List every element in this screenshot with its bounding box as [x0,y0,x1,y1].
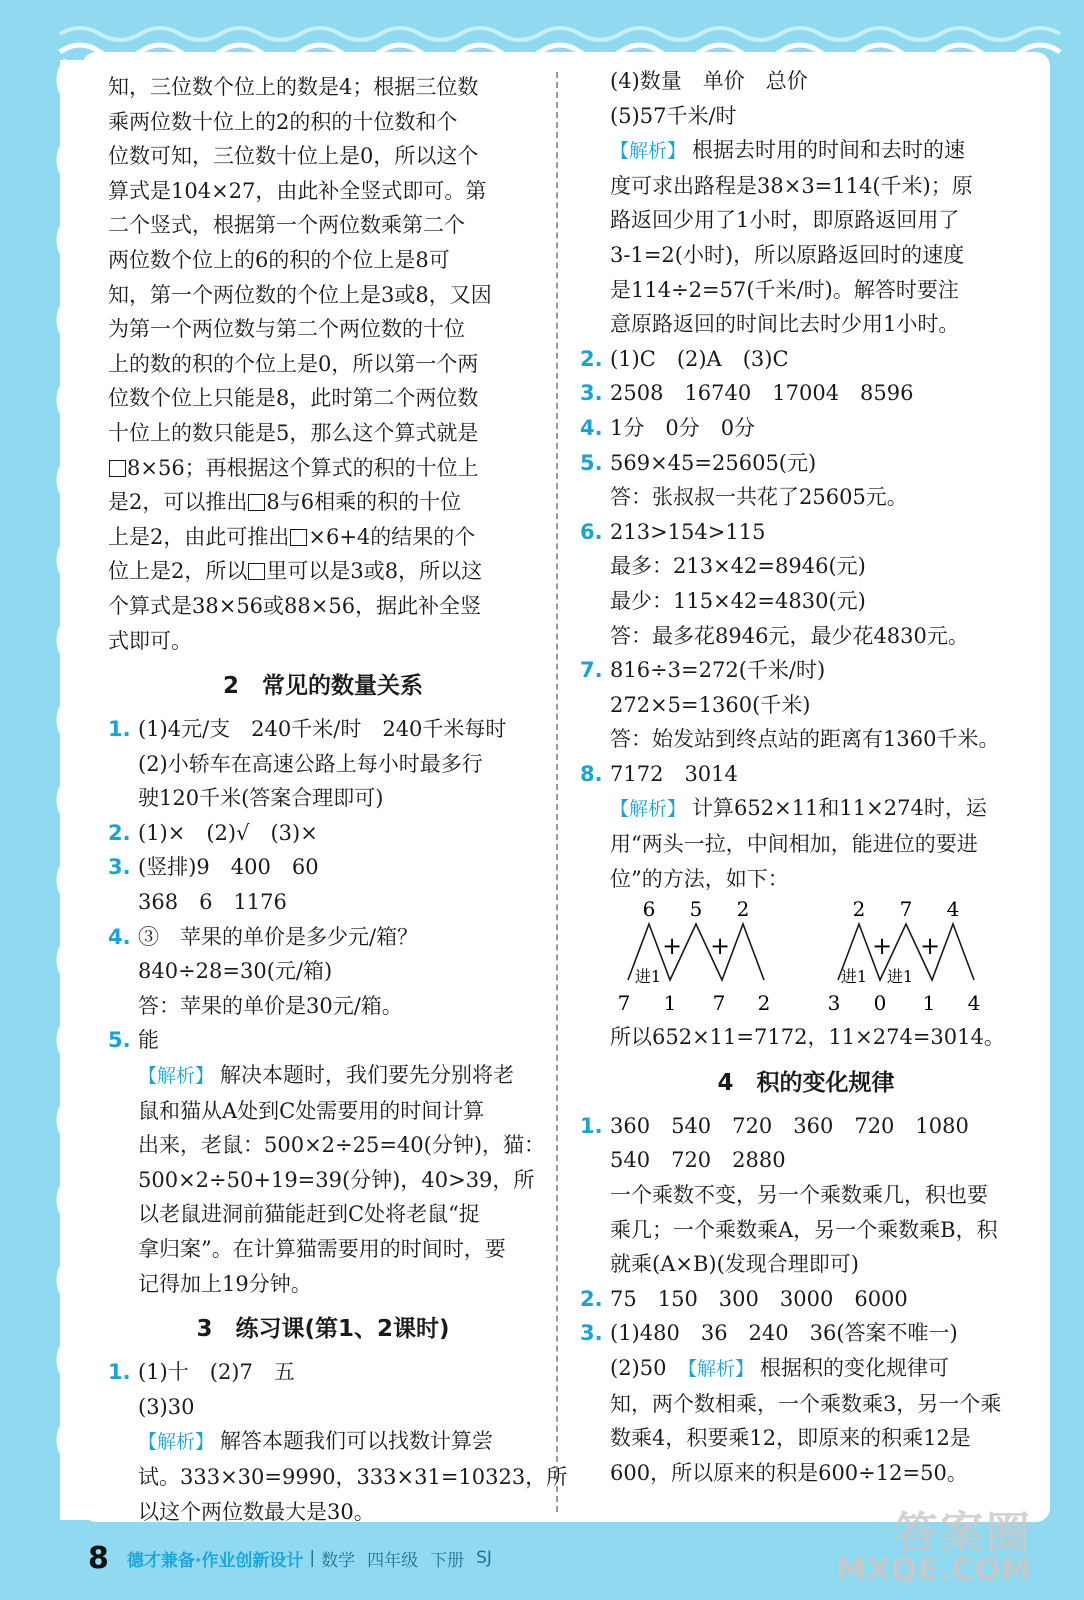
analysis-tag: 【解析】 [610,798,687,821]
watermark-url: MXQE.COM [836,1553,1032,1588]
intro-line: 8×56；再根据这个算式的积的十位上 [108,451,538,486]
analysis-line: 出来，老鼠：500×2÷25=40(分钟)，猫： [138,1133,546,1158]
answer-line: (1)C (2)A (3)C [610,346,789,371]
answer-line: 驶120千米(答案合理即可) [138,786,384,811]
answer-line: (竖排)9 400 60 [138,855,319,880]
analysis-line: 度可求出路程是38×3=114(千米)；原 [610,173,973,198]
question-number: 5. [108,1028,131,1053]
answer-line: 答：始发站到终点站的距离有1360千米。 [610,727,1000,752]
book-brand: 德才兼备·作业创新设计 [126,1550,304,1571]
answer-line: 一个乘数不变，另一个乘数乘几，积也要 [610,1183,988,1208]
analysis-line: 以老鼠进洞前猫能赶到C处将老鼠“捉 [138,1202,480,1227]
analysis-line: 500×2÷50+19=39(分钟)，40>39，所 [138,1167,535,1192]
answer-line: 7172 3014 [610,761,738,786]
answer-line: 最多：213×42=8946(元) [610,554,866,579]
question-number: 2. [580,1286,603,1311]
answer-line: 乘几；一个乘数乘A，另一个乘数乘B，积 [610,1217,998,1242]
question-number: 6. [580,519,603,544]
plus-sign: + [871,932,893,961]
diagram-digit: 2 [852,897,866,922]
diagram-digit: 4 [967,991,981,1016]
intro-line: 二个竖式，根据第一个两位数乘第二个 [108,213,465,238]
analysis-line: 数乘4，积要乘12，即原来的积乘12是 [610,1426,971,1451]
intro-line: 个算式是38×56或88×56，据此补全竖 [108,593,482,618]
plus-sign: + [709,932,731,961]
analysis-tag: 【解析】 [138,1431,215,1454]
r-q4 [580,411,1032,446]
r-q6 [580,515,1032,653]
diagram-11x274 [814,896,984,1020]
answer-line: 答：苹果的单价是30元/箱。 [138,993,403,1018]
diagram-digit: 3 [827,991,841,1016]
analysis-line: 是114÷2=57(千米/时)。解答时要注 [610,277,959,302]
diagram-652x11 [604,896,774,1020]
right-column [580,64,1032,1490]
r-q8 [580,757,1032,896]
intro-line: 位数可知，三位数十位上是0，所以这个 [108,144,479,169]
site-watermark [836,1508,1032,1588]
analysis-line: 【解析】 计算652×11和11×274时，运 [610,796,987,821]
question-number: 1. [108,717,131,742]
carry-label: 进1 [886,967,914,987]
s4-q1 [580,1109,1032,1282]
intro-line: 两位数个位上的6的积的个位上是8可 [108,247,450,272]
answer-line: (1)十 (2)7 五 [138,1360,295,1385]
diagram-digit: 2 [757,991,771,1016]
analysis-line: 记得加上19分钟。 [138,1271,312,1296]
s2-q2 [108,816,538,851]
answer-line: 答：最多花8946元，最少花4830元。 [610,623,969,648]
answer-line: (1)× (2)√ (3)× [138,820,318,845]
analysis-line: 用“两头一拉，中间相加，能进位的要进 [610,832,978,857]
analysis-line: 600，所以原来的积是600÷12=50。 [610,1460,968,1485]
analysis-line: 以这个两位数最大是30。 [138,1499,375,1524]
question-number: 1. [108,1360,131,1385]
answer-line: 75 150 300 3000 6000 [610,1286,908,1311]
s2-q3 [108,850,538,919]
grade-label: 四年级 [367,1550,419,1571]
answer-line: (4)数量 单价 总价 [610,69,808,93]
analysis-tag: 【解析】 [138,1065,215,1088]
intro-line: 是2，可以推出 8与6相乘的积的十位 [108,490,462,515]
answer-line: 答：张叔叔一共花了25605元。 [610,485,908,510]
analysis-line: 3-1=2(小时)，所以原路返回时的速度 [610,242,965,267]
answer-line: 272×5=1360(千米) [610,692,811,717]
analysis-line: 【解析】 根据去时用的时间和去时的速 [610,138,966,163]
question-number: 7. [580,658,603,683]
blank-box-icon [248,563,265,580]
answer-line: (3)30 [138,1394,195,1419]
column-divider [556,72,558,1512]
intro-line: 上的数的积的个位上是0，所以第一个两 [108,351,479,376]
question-number: 2. [580,346,603,371]
answer-line: 368 6 1176 [138,890,287,915]
r-q7 [580,653,1032,757]
plus-sign: + [661,932,683,961]
s2-q5 [108,1023,546,1301]
section-2-title: 2 常见的数量关系 [222,673,423,700]
answer-line: 1分 0分 0分 [610,415,756,440]
question-number: 8. [580,761,603,786]
question-number: 5. [580,450,603,475]
answer-line: 最少：115×42=4830(元) [610,588,866,613]
answer-line: 2508 16740 17004 8596 [610,381,914,406]
analysis-line: 位”的方法，如下： [610,866,789,891]
analysis-tag: 【解析】 [687,1358,754,1380]
analysis-line: 路返回少用了1小时，即原路返回用了 [610,208,960,233]
blank-box-icon [290,529,307,546]
left-column [108,70,568,1529]
section-3-title: 3 练习课(第1、2课时) [196,1316,450,1343]
carry-label: 进1 [840,967,868,987]
watermark-logo-text: 答案圈 [894,1508,1032,1559]
intro-line: 乘两位数十位上的2的积的十位数和个 [108,109,458,134]
diagram-digit: 6 [642,897,656,922]
question-number: 3. [108,855,131,880]
question-number: 4. [108,924,131,949]
diagram-digit: 4 [946,897,960,922]
answer-line: 540 720 2880 [610,1148,786,1173]
plus-sign: + [919,932,941,961]
carry-label: 进1 [634,967,662,987]
analysis-line: 试。333×30=9990，333×31=10323，所 [138,1464,568,1489]
analysis-tag: 【解析】 [610,140,687,163]
analysis-line: 知，两个数相乘，一个乘数乘3，另一个乘 [610,1391,1002,1416]
calculation-diagrams [580,896,1032,1020]
intro-line: 十位上的数只能是5，那么这个算式就是 [108,420,479,445]
intro-line: 知，三位数个位上的数是4；根据三位数 [108,75,479,99]
diagram-digit: 7 [712,991,726,1016]
term-label: 下册 [430,1550,465,1571]
intro-line: 上是2，由此可推出 ×6+4的结果的个 [108,524,476,549]
analysis-line: 意原路返回的时间比去时少用1小时。 [610,312,960,337]
footer-separator: | [309,1548,316,1568]
intro-line: 位数个位上只能是8，此时第二个两位数 [108,386,479,411]
diagram-digit: 7 [617,991,631,1016]
s4-q3 [580,1316,1032,1490]
answer-line: ③ 苹果的单价是多少元/箱？ [138,924,419,949]
page-footer [88,1536,492,1580]
diagram-digit: 1 [922,991,936,1016]
subject-label: 数学 [321,1550,356,1571]
answer-line: (1)4元/支 240千米/时 240千米每时 [138,717,507,742]
question-number: 1. [580,1113,603,1138]
r-q3 [580,376,1032,411]
answer-line: 能 [138,1028,159,1053]
blank-box-icon [248,494,265,511]
answer-line: 569×45=25605(元) [610,450,817,475]
answer-line: (2)小轿车在高速公路上每小时最多行 [138,751,483,776]
analysis-line: 【解析】 解答本题我们可以找数计算尝 [138,1429,494,1454]
page-number: 8 [88,1540,109,1576]
diagram-digit: 5 [689,897,703,922]
question-number: 3. [580,381,603,406]
answer-line: (5)57千米/时 [610,103,737,128]
r-q5 [580,446,1032,515]
blank-box-icon [109,460,126,477]
r-q2 [580,342,1032,377]
answer-line: 就乘(A×B)(发现合理即可) [610,1252,859,1277]
diagram-digit: 0 [873,991,887,1016]
s4-q2 [580,1282,1032,1317]
answer-line: 213>154>115 [610,519,766,544]
intro-line: 位上是2，所以 里可以是3或8，所以这 [108,559,483,584]
answer-line: 816÷3=272(千米/时) [610,658,826,683]
edition-label: SJ [476,1548,492,1568]
answer-line: (2)50 【解析】 根据积的变化规律可 [610,1356,949,1380]
analysis-line: 【解析】 解决本题时，我们要先分别将老 [138,1063,515,1088]
s2-q4 [108,920,538,1024]
intro-line: 知，第一个两位数的个位上是3或8，又因 [108,282,492,307]
intro-line: 算式是104×27，由此补全竖式即可。第 [108,178,487,203]
section-4-title: 4 积的变化规律 [717,1069,895,1096]
diagram-digit: 2 [736,897,750,922]
diagram-digit: 7 [899,897,913,922]
answer-line: 840÷28=30(元/箱) [138,959,333,984]
answer-line: 360 540 720 360 720 1080 [610,1113,969,1138]
analysis-line: 鼠和猫从A处到C处需要用的时间计算 [138,1098,485,1123]
question-number: 4. [580,415,603,440]
question-number: 3. [580,1321,603,1346]
intro-line: 为第一个两位数与第二个两位数的十位 [108,317,465,342]
s2-q1 [108,712,538,816]
question-number: 2. [108,820,131,845]
analysis-line: 拿归案”。在计算猫需要用的时间时，要 [138,1237,506,1261]
diagram-digit: 1 [663,991,677,1016]
s3-q1 [108,1355,568,1529]
answer-line: (1)480 36 240 36(答案不唯一) [610,1321,958,1346]
answer-line: 所以652×11=7172，11×274=3014。 [610,1025,1005,1050]
intro-line: 式即可。 [108,628,192,653]
